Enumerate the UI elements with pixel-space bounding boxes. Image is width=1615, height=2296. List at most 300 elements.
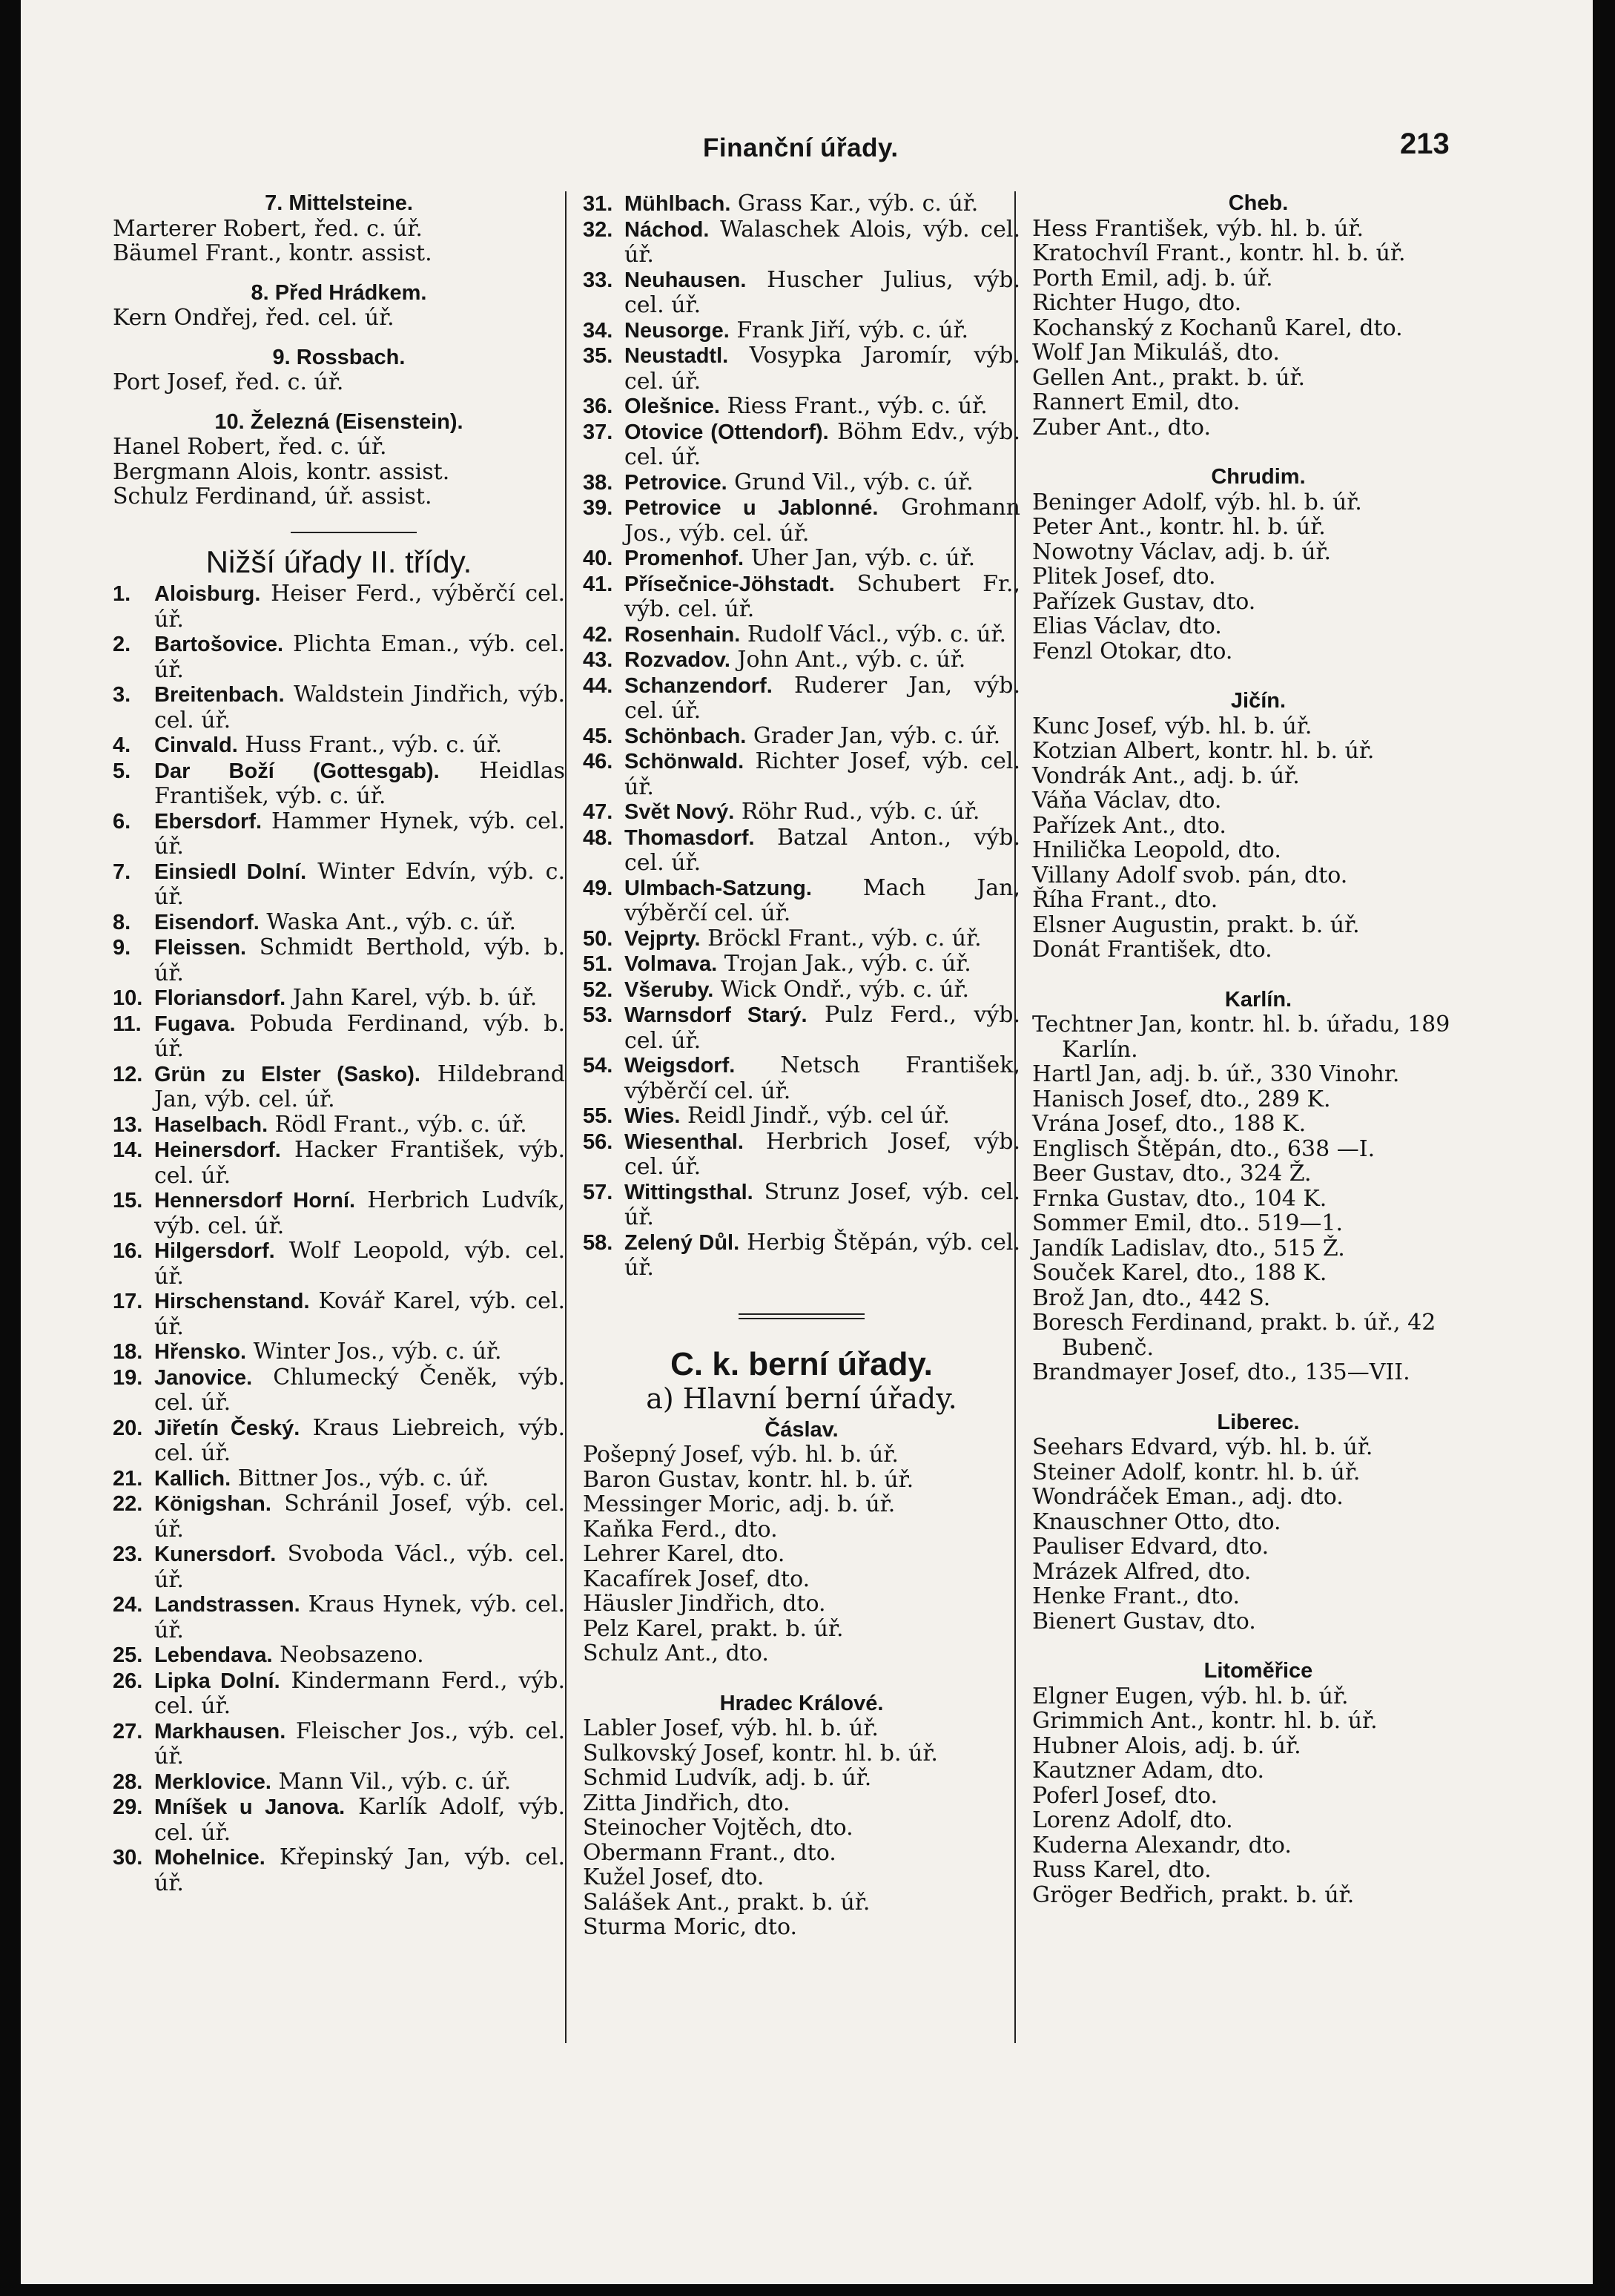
- column-2: [565, 191, 1020, 2043]
- place-name: Mühlbach.: [624, 192, 731, 216]
- list-item: [113, 1289, 565, 1339]
- item-number: 41.: [583, 572, 613, 596]
- staff-line: Kochanský z Kochanů Karel, dto.: [1032, 314, 1403, 341]
- office-blocks: [583, 1418, 1020, 1940]
- item-text: Batzal Anton., výb. cel. úř.: [624, 824, 1020, 876]
- staff-line: Kunc Josef, výb. hl. b. úř.: [1032, 713, 1312, 739]
- staff-line: Souček Karel, dto., 188 K.: [1032, 1260, 1327, 1286]
- item-text: Heiser Ferd., výběrčí cel. úř.: [154, 581, 565, 633]
- list-item: [113, 1012, 565, 1062]
- staff-line: Obermann Frant., dto.: [583, 1839, 836, 1866]
- section-divider: [739, 1313, 865, 1319]
- place-name: Schanzendorf.: [624, 673, 773, 698]
- office-heading: 8. Před Hrádkem.: [251, 280, 427, 305]
- staff-line: Nowotny Václav, adj. b. úř.: [1032, 538, 1332, 565]
- place-name: Landstrassen.: [154, 1593, 300, 1617]
- item-number: 21.: [113, 1466, 143, 1491]
- item-text: Frank Jiří, výb. c. úř.: [729, 317, 969, 343]
- list-item: [583, 647, 1020, 673]
- document-page: [21, 0, 1593, 2284]
- list-item: [583, 470, 1020, 496]
- place-name: Přísečnice-Jöhstadt.: [624, 572, 835, 596]
- staff-line: Jandík Ladislav, dto., 515 Ž.: [1032, 1235, 1345, 1261]
- place-name: Promenhof.: [624, 547, 744, 570]
- item-text: Huss Frant., výb. c. úř.: [237, 732, 503, 758]
- item-text: Walaschek Alois, výb. cel. úř.: [624, 216, 1020, 268]
- item-number: 7.: [113, 860, 131, 884]
- staff-line: Grimmich Ant., kontr. hl. b. úř.: [1032, 1708, 1378, 1734]
- staff-line: Villany Adolf svob. pán, dto.: [1032, 862, 1348, 888]
- list-item: [583, 622, 1020, 648]
- place-name: Neusorge.: [624, 318, 730, 343]
- item-number: 29.: [113, 1795, 143, 1819]
- staff-line: Kaňka Ferd., dto.: [583, 1516, 778, 1543]
- place-name: Eisendorf.: [154, 910, 260, 934]
- staff-line: Bäumel Frant., kontr. assist.: [113, 240, 432, 266]
- place-name: Rozvadov.: [624, 648, 730, 672]
- list-item: [583, 343, 1020, 394]
- place-name: Markhausen.: [154, 1719, 286, 1744]
- staff-line: Russ Karel, dto.: [1032, 1857, 1212, 1883]
- item-text: Winter Jos., výb. c. úř.: [246, 1339, 502, 1365]
- item-number: 17.: [113, 1290, 143, 1313]
- item-number: 6.: [113, 809, 131, 834]
- item-text: Herbrich Josef, výb. cel. úř.: [624, 1128, 1020, 1180]
- staff-line: Pelz Karel, prakt. b. úř.: [583, 1615, 844, 1642]
- item-number: 43.: [583, 648, 613, 672]
- office-heading: Karlín.: [1224, 987, 1292, 1012]
- staff-line: Hubner Alois, adj. b. úř.: [1032, 1732, 1301, 1759]
- item-text: Karlík Adolf, výb. cel. úř.: [154, 1794, 565, 1846]
- column-1: [113, 191, 565, 1896]
- list-item: [583, 546, 1020, 572]
- list-item: [583, 799, 1020, 825]
- staff-line: Lorenz Adolf, dto.: [1032, 1807, 1233, 1833]
- staff-line: Frnka Gustav, dto., 104 K.: [1032, 1185, 1327, 1212]
- section-title: C. k. berní úřady.: [670, 1345, 933, 1382]
- place-name: Náchod.: [624, 217, 710, 242]
- item-number: 16.: [113, 1239, 143, 1263]
- list-item: [113, 581, 565, 632]
- list-item: [113, 1365, 565, 1416]
- place-name: Hilgersdorf.: [154, 1239, 275, 1263]
- item-text: Reidl Jindř., výb. cel úř.: [680, 1103, 950, 1129]
- list-item: [583, 268, 1020, 318]
- staff-line: Messinger Moric, adj. b. úř.: [583, 1491, 896, 1517]
- staff-line: Steinocher Vojtěch, dto.: [583, 1815, 853, 1841]
- place-name: Volmava.: [624, 952, 718, 976]
- office-blocks: [1032, 191, 1484, 1907]
- office-list: [113, 581, 565, 1896]
- item-text: Bröckl Frant., výb. c. úř.: [700, 925, 982, 951]
- item-number: 35.: [583, 344, 613, 368]
- list-item: [113, 733, 565, 759]
- item-text: Kovář Karel, výb. cel. úř.: [154, 1288, 565, 1340]
- item-text: Heidlas František, výb. c. úř.: [154, 757, 565, 809]
- office-heading: Jičín.: [1230, 689, 1287, 713]
- list-item: [583, 217, 1020, 268]
- list-item: [583, 1230, 1020, 1281]
- staff-line: Kern Ondřej, řed. cel. úř.: [113, 305, 394, 331]
- place-name: Neuhausen.: [624, 268, 747, 292]
- item-text: Wolf Leopold, výb. cel. úř.: [154, 1238, 565, 1290]
- staff-line: Kotzian Albert, kontr. hl. b. úř.: [1032, 738, 1375, 764]
- office-heading: Cheb.: [1228, 191, 1289, 215]
- place-name: Dar Boží (Gottesgab).: [154, 759, 440, 783]
- staff-line: Henke Frant., dto.: [1032, 1583, 1241, 1609]
- item-number: 19.: [113, 1365, 143, 1390]
- staff-line: Hess František, výb. hl. b. úř.: [1032, 215, 1364, 242]
- staff-line: Schmid Ludvík, adj. b. úř.: [583, 1765, 872, 1791]
- place-name: Weigsdorf.: [624, 1054, 736, 1078]
- place-name: Hirschenstand.: [154, 1290, 310, 1313]
- item-text: Böhm Edv., výb. cel. úř.: [624, 418, 1021, 470]
- item-number: 27.: [113, 1719, 143, 1744]
- item-number: 31.: [583, 192, 613, 216]
- staff-line: Salášek Ant., prakt. b. úř.: [583, 1889, 871, 1916]
- item-text: Kraus Hynek, výb. cel. úř.: [154, 1591, 565, 1643]
- page-number: 213: [1400, 128, 1450, 160]
- section-title: Nižší úřady II. třídy.: [205, 544, 472, 579]
- staff-line: Pařízek Gustav, dto.: [1032, 588, 1256, 615]
- place-name: Neustadtl.: [624, 344, 729, 368]
- item-text: Kindermann Ferd., výb. cel. úř.: [154, 1667, 565, 1719]
- place-name: Všeruby.: [624, 977, 714, 1002]
- office-heading: Čáslav.: [764, 1417, 839, 1442]
- staff-line: Beninger Adolf, výb. hl. b. úř.: [1032, 489, 1362, 515]
- staff-line: Fenzl Otokar, dto.: [1032, 638, 1233, 664]
- item-number: 9.: [113, 936, 131, 960]
- item-text: Neobsazeno.: [272, 1642, 424, 1668]
- item-number: 15.: [113, 1189, 143, 1213]
- item-text: Pobuda Ferdinand, výb. b. úř.: [154, 1010, 565, 1062]
- staff-line: Elias Václav, dto.: [1032, 613, 1222, 639]
- list-item: [113, 1416, 565, 1466]
- column-3: [1014, 191, 1484, 2043]
- item-number: 56.: [583, 1129, 613, 1154]
- item-number: 10.: [113, 986, 143, 1010]
- place-name: Ebersdorf.: [154, 809, 262, 834]
- item-number: 30.: [113, 1846, 143, 1870]
- staff-line: Porth Emil, adj. b. úř.: [1032, 265, 1273, 291]
- list-item: [113, 860, 565, 910]
- staff-line: Peter Ant., kontr. hl. b. úř.: [1032, 514, 1326, 540]
- list-item: [113, 1339, 565, 1365]
- item-text: Wick Ondř., výb. c. úř.: [713, 976, 970, 1003]
- item-number: 32.: [583, 217, 613, 242]
- subsection-title: a) Hlavní berní úřady.: [646, 1382, 957, 1415]
- item-number: 11.: [113, 1012, 142, 1036]
- staff-line: Vondrák Ant., adj. b. úř.: [1032, 762, 1300, 789]
- place-name: Otovice (Ottendorf).: [624, 420, 829, 444]
- place-name: Heinersdorf.: [154, 1138, 281, 1162]
- list-item: [583, 825, 1020, 876]
- item-number: 20.: [113, 1416, 143, 1440]
- list-item: [583, 495, 1020, 546]
- list-item: [113, 1592, 565, 1643]
- place-name: Floriansdorf.: [154, 986, 286, 1010]
- item-text: Svoboda Václ., výb. cel. úř.: [154, 1541, 565, 1593]
- place-name: Jiřetín Český.: [154, 1416, 300, 1440]
- item-text: Röhr Rud., výb. c. úř.: [734, 799, 980, 825]
- staff-line: Bergmann Alois, kontr. assist.: [113, 458, 450, 485]
- item-text: Grund Vil., výb. c. úř.: [727, 469, 974, 495]
- item-number: 26.: [113, 1669, 143, 1693]
- staff-line: Steiner Adolf, kontr. hl. b. úř.: [1032, 1459, 1361, 1485]
- list-item: [113, 1643, 565, 1669]
- item-number: 5.: [113, 759, 131, 783]
- staff-line: Donát František, dto.: [1032, 937, 1272, 963]
- item-number: 54.: [583, 1054, 613, 1078]
- item-number: 33.: [583, 268, 613, 292]
- staff-line: Baron Gustav, kontr. hl. b. úř.: [583, 1466, 914, 1493]
- item-text: Hacker František, výb. cel. úř.: [154, 1137, 565, 1189]
- staff-line: Rannert Emil, dto.: [1032, 389, 1241, 415]
- staff-line: Zuber Ant., dto.: [1032, 414, 1211, 441]
- place-name: Mníšek u Janova.: [154, 1795, 346, 1819]
- staff-line: Váňa Václav, dto.: [1032, 788, 1222, 814]
- place-name: Fugava.: [154, 1012, 236, 1036]
- item-number: 13.: [113, 1112, 143, 1137]
- item-number: 52.: [583, 977, 613, 1002]
- staff-line: Mrázek Alfred, dto.: [1032, 1558, 1252, 1585]
- place-name: Mohelnice.: [154, 1846, 265, 1870]
- staff-line: Kacafírek Josef, dto.: [583, 1566, 810, 1592]
- item-text: Ruderer Jan, výb. cel. úř.: [624, 672, 1020, 724]
- item-number: 50.: [583, 926, 613, 951]
- list-item: [113, 1769, 565, 1795]
- list-item: [583, 1104, 1020, 1129]
- staff-line: Schulz Ferdinand, úř. assist.: [113, 484, 432, 509]
- staff-line: Marterer Robert, řed. c. úř.: [113, 215, 423, 242]
- place-name: Wittingsthal.: [624, 1180, 753, 1204]
- staff-line: Hnilička Leopold, dto.: [1032, 837, 1281, 863]
- staff-line: Wondráček Eman., adj. dto.: [1032, 1484, 1344, 1510]
- item-text: Riess Frant., výb. c. úř.: [719, 393, 988, 419]
- place-name: Zelený Důl.: [624, 1230, 740, 1255]
- staff-line: Kuderna Alexandr, dto.: [1032, 1832, 1292, 1858]
- item-text: Strunz Josef, výb. cel. úř.: [624, 1178, 1020, 1230]
- item-number: 25.: [113, 1643, 143, 1667]
- item-number: 28.: [113, 1769, 143, 1794]
- place-name: Schönbach.: [624, 724, 747, 748]
- list-item: [113, 1845, 565, 1896]
- staff-line: Pařízek Ant., dto.: [1032, 812, 1226, 839]
- office-heading: Hradec Králové.: [719, 1691, 884, 1715]
- place-name: Merklovice.: [154, 1769, 271, 1794]
- list-item: [583, 749, 1020, 799]
- staff-line: Sulkovský Josef, kontr. hl. b. úř.: [583, 1740, 938, 1766]
- staff-line: Knauschner Otto, dto.: [1032, 1508, 1281, 1535]
- list-item: [113, 910, 565, 936]
- item-text: Trojan Jak., výb. c. úř.: [717, 951, 971, 977]
- item-number: 38.: [583, 470, 613, 495]
- place-name: Königshan.: [154, 1492, 271, 1516]
- staff-line: Wolf Jan Mikuláš, dto.: [1032, 340, 1280, 366]
- list-item: [583, 951, 1020, 977]
- office-heading: 7. Mittelsteine.: [265, 191, 413, 215]
- item-number: 40.: [583, 547, 613, 570]
- office-heading: Chrudim.: [1211, 465, 1306, 489]
- item-text: Pulz Ferd., výb. cel. úř.: [624, 1002, 1020, 1054]
- staff-line: Richter Hugo, dto.: [1032, 290, 1242, 316]
- item-number: 46.: [583, 750, 613, 773]
- place-name: Rosenhain.: [624, 622, 741, 647]
- staff-line: Brož Jan, dto., 442 S.: [1032, 1284, 1271, 1311]
- list-item: [583, 1129, 1020, 1180]
- page-header-title: Finanční úřady.: [703, 133, 899, 162]
- list-item: [113, 632, 565, 682]
- staff-line: Gröger Bedřich, prakt. b. úř.: [1032, 1881, 1355, 1908]
- item-text: Waldstein Jindřich, výb. cel. úř.: [154, 682, 565, 733]
- staff-line: Pauliser Edvard, dto.: [1032, 1534, 1269, 1560]
- place-name: Bartošovice.: [154, 633, 284, 656]
- place-name: Petrovice u Jablonné.: [624, 496, 879, 520]
- list-item: [113, 1238, 565, 1289]
- item-number: 12.: [113, 1062, 143, 1086]
- item-number: 39.: [583, 496, 613, 520]
- place-name: Hřensko.: [154, 1340, 247, 1364]
- staff-line: Hanisch Josef, dto., 289 K.: [1032, 1086, 1331, 1112]
- staff-line: Hartl Jan, adj. b. úř., 330 Vinohr.: [1032, 1061, 1400, 1087]
- list-item: [583, 191, 1020, 217]
- item-text: Jahn Karel, výb. b. úř.: [285, 985, 538, 1011]
- staff-line: Kautzner Adam, dto.: [1032, 1758, 1265, 1784]
- list-item: [583, 673, 1020, 724]
- office-list: [583, 191, 1020, 1281]
- place-name: Vejprty.: [624, 926, 701, 951]
- item-number: 14.: [113, 1138, 143, 1162]
- item-text: Mann Vil., výb. c. úř.: [271, 1768, 512, 1795]
- staff-line: Techtner Jan, kontr. hl. b. úřadu, 189 Karlín.: [1032, 1012, 1450, 1063]
- item-text: Rudolf Václ., výb. c. úř.: [740, 621, 1007, 647]
- item-text: Richter Josef, výb. cel. úř.: [624, 748, 1020, 800]
- list-item: [113, 1188, 565, 1238]
- list-item: [583, 572, 1020, 622]
- staff-line: Vrána Josef, dto., 188 K.: [1032, 1111, 1307, 1137]
- staff-line: Seehars Edvard, výb. hl. b. úř.: [1032, 1434, 1373, 1460]
- staff-line: Schulz Ant., dto.: [583, 1640, 769, 1666]
- list-item: [583, 1180, 1020, 1230]
- list-item: [113, 1062, 565, 1112]
- list-item: [113, 682, 565, 733]
- place-name: Janovice.: [154, 1365, 253, 1390]
- item-number: 49.: [583, 876, 613, 900]
- place-name: Cinvald.: [154, 733, 238, 757]
- place-name: Svět Nový.: [624, 800, 735, 824]
- item-number: 47.: [583, 800, 613, 824]
- item-text: John Ant., výb. c. úř.: [730, 647, 966, 673]
- place-name: Wiesenthal.: [624, 1129, 744, 1154]
- item-number: 45.: [583, 724, 613, 748]
- office-heading: 10. Železná (Eisenstein).: [214, 409, 463, 434]
- list-item: [113, 986, 565, 1012]
- list-item: [583, 1053, 1020, 1104]
- item-number: 42.: [583, 622, 613, 647]
- staff-line: Plitek Josef, dto.: [1032, 564, 1216, 590]
- office-heading: 9. Rossbach.: [272, 345, 406, 369]
- staff-line: Sturma Moric, dto.: [583, 1914, 798, 1940]
- list-item: [583, 318, 1020, 344]
- item-text: Herbrich Ludvík, výb. cel. úř.: [154, 1187, 565, 1239]
- staff-line: Boresch Ferdinand, prakt. b. úř., 42 Bubenč.: [1032, 1310, 1436, 1361]
- staff-line: Pošepný Josef, výb. hl. b. úř.: [583, 1442, 899, 1468]
- place-name: Olešnice.: [624, 395, 720, 418]
- place-name: Aloisburg.: [154, 582, 261, 606]
- place-name: Breitenbach.: [154, 683, 285, 707]
- list-item: [113, 935, 565, 986]
- item-text: Plichta Eman., výb. cel. úř.: [154, 631, 565, 683]
- item-text: Křepinský Jan, výb. cel. úř.: [154, 1844, 565, 1896]
- list-item: [113, 1112, 565, 1138]
- staff-line: Brandmayer Josef, dto., 135—VII.: [1032, 1359, 1410, 1385]
- item-text: Grass Kar., výb. c. úř.: [730, 191, 979, 217]
- place-name: Grün zu Elster (Sasko).: [154, 1062, 420, 1086]
- staff-line: Port Josef, řed. c. úř.: [113, 369, 344, 395]
- place-name: Thomasdorf.: [624, 825, 755, 850]
- office-heading: Litoměřice: [1203, 1659, 1313, 1683]
- staff-line: Elgner Eugen, výb. hl. b. úř.: [1032, 1683, 1349, 1709]
- item-text: Vosypka Jaromír, výb. cel. úř.: [624, 343, 1020, 395]
- item-number: 23.: [113, 1543, 143, 1566]
- staff-line: Bienert Gustav, dto.: [1032, 1608, 1256, 1634]
- list-item: [113, 1466, 565, 1492]
- place-name: Fleissen.: [154, 936, 247, 960]
- item-text: Uher Jan, výb. c. úř.: [744, 545, 976, 571]
- item-text: Waska Ant., výb. c. úř.: [259, 908, 517, 935]
- item-number: 3.: [113, 683, 131, 707]
- list-item: [583, 1003, 1020, 1053]
- staff-line: Zitta Jindřich, dto.: [583, 1789, 790, 1816]
- item-number: 48.: [583, 825, 613, 850]
- place-name: Hennersdorf Horní.: [154, 1189, 356, 1213]
- item-text: Bittner Jos., výb. c. úř.: [231, 1465, 489, 1491]
- item-number: 8.: [113, 910, 131, 934]
- item-text: Hammer Hynek, výb. cel. úř.: [154, 808, 565, 860]
- staff-line: Englisch Štěpán, dto., 638 —I.: [1032, 1135, 1375, 1162]
- item-number: 44.: [583, 673, 613, 698]
- staff-line: Sommer Emil, dto.. 519—1.: [1032, 1210, 1344, 1236]
- place-name: Petrovice.: [624, 470, 727, 495]
- item-text: Huscher Julius, výb. cel. úř.: [624, 266, 1020, 318]
- item-text: Herbig Štěpán, výb. cel. úř.: [624, 1229, 1020, 1281]
- list-item: [113, 1719, 565, 1769]
- office-heading: Liberec.: [1217, 1410, 1300, 1434]
- list-item: [583, 724, 1020, 750]
- staff-line: Elsner Augustin, prakt. b. úř.: [1032, 911, 1360, 938]
- list-item: [583, 876, 1020, 926]
- item-text: Winter Edvín, výb. c. úř.: [154, 858, 565, 910]
- list-item: [113, 1795, 565, 1845]
- item-number: 36.: [583, 395, 613, 418]
- list-item: [583, 926, 1020, 952]
- list-item: [113, 1491, 565, 1542]
- staff-line: Poferl Josef, dto.: [1032, 1782, 1218, 1809]
- item-text: Chlumecký Čeněk, výb. cel. úř.: [154, 1364, 565, 1416]
- place-name: Schönwald.: [624, 750, 744, 773]
- item-text: Grohmann Jos., výb. cel. úř.: [624, 495, 1020, 547]
- place-name: Lebendava.: [154, 1643, 273, 1667]
- place-name: Wies.: [624, 1104, 681, 1128]
- item-number: 51.: [583, 952, 613, 976]
- item-text: Grader Jan, výb. c. úř.: [746, 722, 1001, 749]
- item-number: 24.: [113, 1593, 143, 1617]
- staff-line: Hanel Robert, řed. c. úř.: [113, 434, 387, 460]
- staff-line: Labler Josef, výb. hl. b. úř.: [583, 1715, 879, 1741]
- item-text: Mach Jan, výběrčí cel. úř.: [624, 874, 1020, 926]
- list-item: [113, 1669, 565, 1719]
- item-number: 4.: [113, 733, 131, 757]
